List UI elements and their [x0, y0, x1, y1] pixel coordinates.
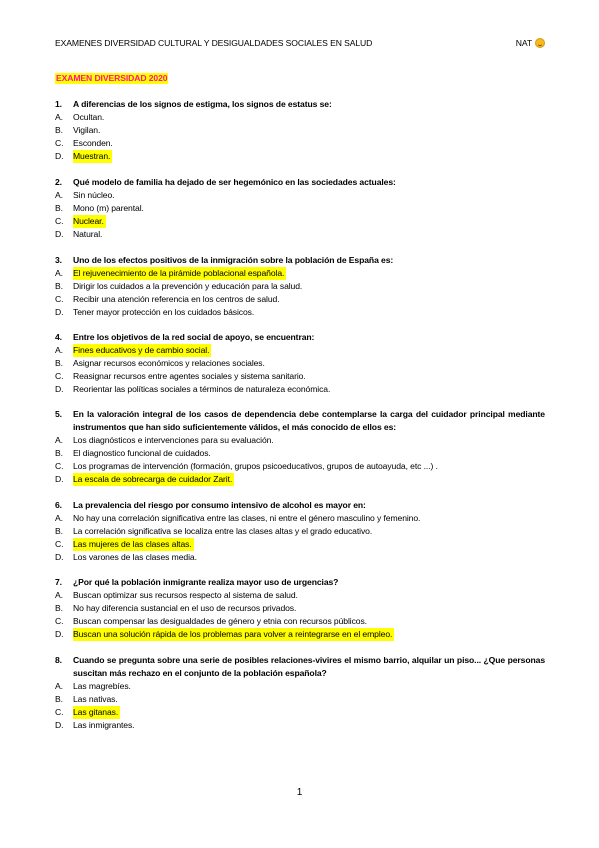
answer-option — [55, 447, 545, 460]
answer-option — [55, 680, 545, 693]
option-letter: C. — [55, 371, 64, 381]
option-letter: B. — [55, 448, 63, 458]
answer-option — [55, 525, 545, 538]
question-number: 1. — [55, 99, 62, 109]
option-text: Buscan optimizar sus recursos respecto al sistema de salud. — [73, 590, 298, 600]
answer-option — [55, 189, 545, 202]
option-letter: A. — [55, 112, 63, 122]
answer-option — [55, 215, 545, 228]
question-number: 4. — [55, 332, 62, 342]
answer-option — [55, 693, 545, 706]
page-header — [55, 38, 545, 52]
answer-option — [55, 228, 545, 241]
option-text: Esconden. — [73, 138, 113, 148]
option-text: Buscan compensar las desigualdades de género y etnia con recursos públicos. — [73, 616, 367, 626]
answer-option — [55, 124, 545, 137]
question-number: 6. — [55, 500, 62, 510]
correct-answer-highlight: Las gitanas. — [73, 707, 119, 717]
answer-option — [55, 370, 545, 383]
answer-option — [55, 267, 545, 280]
question-number: 8. — [55, 655, 62, 665]
option-text: Reorientar las políticas sociales a términos de naturaleza económica. — [73, 384, 331, 394]
question-text: La prevalencia del riesgo por consumo intensivo de alcohol es mayor en: — [73, 500, 366, 510]
option-letter: B. — [55, 603, 63, 613]
option-letter: B. — [55, 358, 63, 368]
question-4 — [55, 331, 545, 396]
option-text: Las magrebíes. — [73, 681, 131, 691]
answer-option — [55, 589, 545, 602]
option-text: Mono (m) parental. — [73, 203, 144, 213]
question-number: 2. — [55, 177, 62, 187]
answer-option — [55, 512, 545, 525]
option-text: No hay una correlación significativa entre las clases, ni entre el género masculino y femenino. — [73, 513, 421, 523]
option-text: Las inmigrantes. — [73, 720, 135, 730]
correct-answer-highlight: La escala de sobrecarga de cuidador Zarit. — [73, 474, 233, 484]
option-text: Las nativas. — [73, 694, 118, 704]
option-letter: B. — [55, 281, 63, 291]
correct-answer-highlight: El rejuvenecimiento de la pirámide poblacional española. — [73, 268, 285, 278]
question-text: Entre los objetivos de la red social de apoyo, se encuentran: — [73, 332, 315, 342]
question-1 — [55, 98, 545, 163]
question-text: Qué modelo de familia ha dejado de ser hegemónico en las sociedades actuales: — [73, 177, 396, 187]
answer-option — [55, 706, 545, 719]
option-letter: A. — [55, 190, 63, 200]
option-letter: A. — [55, 681, 63, 691]
option-text: Asignar recursos económicos y relaciones sociales. — [73, 358, 265, 368]
answer-option — [55, 719, 545, 732]
answer-option — [55, 111, 545, 124]
option-letter: C. — [55, 616, 64, 626]
question-6 — [55, 499, 545, 564]
option-text: Los diagnósticos e intervenciones para su evaluación. — [73, 435, 274, 445]
option-text: Dirigir los cuidados a la prevención y educación para la salud. — [73, 281, 303, 291]
correct-answer-highlight: Nuclear. — [73, 216, 104, 226]
option-letter: C. — [55, 461, 64, 471]
question-text: Uno de los efectos positivos de la inmigración sobre la población de España es: — [73, 255, 394, 265]
option-letter: A. — [55, 345, 63, 355]
question-8 — [55, 654, 545, 732]
option-letter: C. — [55, 294, 64, 304]
correct-answer-highlight: Fines educativos y de cambio social. — [73, 345, 210, 355]
option-letter: D. — [55, 229, 64, 239]
question-number: 7. — [55, 577, 62, 587]
option-text: La correlación significativa se localiza entre las clases altas y el grado educativo. — [73, 526, 373, 536]
question-stem — [55, 331, 545, 344]
option-text: Los programas de intervención (formación, grupos psicoeducativos, grupos de autoayuda, etc ...) . — [73, 461, 438, 471]
option-letter: A. — [55, 513, 63, 523]
option-letter: C. — [55, 216, 64, 226]
question-stem — [55, 654, 545, 680]
option-text: Sin núcleo. — [73, 190, 115, 200]
answer-option — [55, 280, 545, 293]
answer-option — [55, 150, 545, 163]
answer-option — [55, 293, 545, 306]
question-7 — [55, 576, 545, 641]
option-text: Natural. — [73, 229, 103, 239]
question-5 — [55, 408, 545, 486]
option-text: Los varones de las clases media. — [73, 552, 197, 562]
option-letter: C. — [55, 539, 64, 549]
option-letter: D. — [55, 151, 64, 161]
option-letter: A. — [55, 435, 63, 445]
answer-option — [55, 357, 545, 370]
question-text: Cuando se pregunta sobre una serie de posibles relaciones-vivires el mismo barrio, alquilar un piso... ¿Que personas suscitan más rechazo en el conjunto de la población española? — [73, 655, 545, 678]
answer-option — [55, 628, 545, 641]
header-author-group — [516, 38, 545, 48]
correct-answer-highlight: Buscan una solución rápida de los problemas para volver a reintegrarse en el empleo. — [73, 629, 393, 639]
answer-option — [55, 551, 545, 564]
option-letter: D. — [55, 720, 64, 730]
correct-answer-highlight: Muestran. — [73, 151, 111, 161]
option-text: No hay diferencia sustancial en el uso de recursos privados. — [73, 603, 297, 613]
answer-option — [55, 473, 545, 486]
question-2 — [55, 176, 545, 241]
option-letter: C. — [55, 707, 64, 717]
option-text: Ocultan. — [73, 112, 105, 122]
option-text: Vigilan. — [73, 125, 101, 135]
option-letter: D. — [55, 307, 64, 317]
option-text: El diagnostico funcional de cuidados. — [73, 448, 211, 458]
answer-option — [55, 137, 545, 150]
smiling-face-icon — [535, 38, 545, 48]
question-stem — [55, 408, 545, 434]
answer-option — [55, 460, 545, 473]
option-letter: B. — [55, 203, 63, 213]
answer-option — [55, 306, 545, 319]
option-letter: D. — [55, 629, 64, 639]
option-text: Tener mayor protección en los cuidados básicos. — [73, 307, 255, 317]
answer-option — [55, 602, 545, 615]
answer-option — [55, 615, 545, 628]
answer-option — [55, 202, 545, 215]
answer-option — [55, 344, 545, 357]
question-number: 5. — [55, 409, 62, 419]
question-text: En la valoración integral de los casos de dependencia debe contemplarse la carga del cuidador principal mediante instrumentos que han sido suficientemente válidos, el más conocido de ellos es: — [73, 409, 545, 432]
header-author: NAT — [515, 38, 532, 48]
answer-option — [55, 434, 545, 447]
option-letter: B. — [55, 526, 63, 536]
option-letter: D. — [55, 384, 64, 394]
correct-answer-highlight: Las mujeres de las clases altas. — [73, 539, 192, 549]
option-letter: A. — [55, 268, 63, 278]
question-stem — [55, 176, 545, 189]
option-letter: D. — [55, 552, 64, 562]
question-text: ¿Por qué la población inmigrante realiza mayor uso de urgencias? — [73, 577, 339, 587]
question-text: A diferencias de los signos de estigma, los signos de estatus se: — [73, 99, 332, 109]
option-text: Recibir una atención referencia en los centros de salud. — [73, 294, 280, 304]
exam-title: EXAMEN DIVERSIDAD 2020 — [56, 73, 168, 83]
answer-option — [55, 383, 545, 396]
option-letter: C. — [55, 138, 64, 148]
question-stem — [55, 576, 545, 589]
option-letter: A. — [55, 590, 63, 600]
question-number: 3. — [55, 255, 62, 265]
option-letter: B. — [55, 694, 63, 704]
question-stem — [55, 254, 545, 267]
question-stem — [55, 499, 545, 512]
option-letter: B. — [55, 125, 63, 135]
answer-option — [55, 538, 545, 551]
option-letter: D. — [55, 474, 64, 484]
question-3 — [55, 254, 545, 319]
header-title: EXAMENES DIVERSIDAD CULTURAL Y DESIGUALDADES SOCIALES EN SALUD — [55, 38, 373, 48]
question-stem — [55, 98, 545, 111]
page-number: 1 — [296, 787, 303, 798]
option-text: Reasignar recursos entre agentes sociales y sistema sanitario. — [73, 371, 306, 381]
